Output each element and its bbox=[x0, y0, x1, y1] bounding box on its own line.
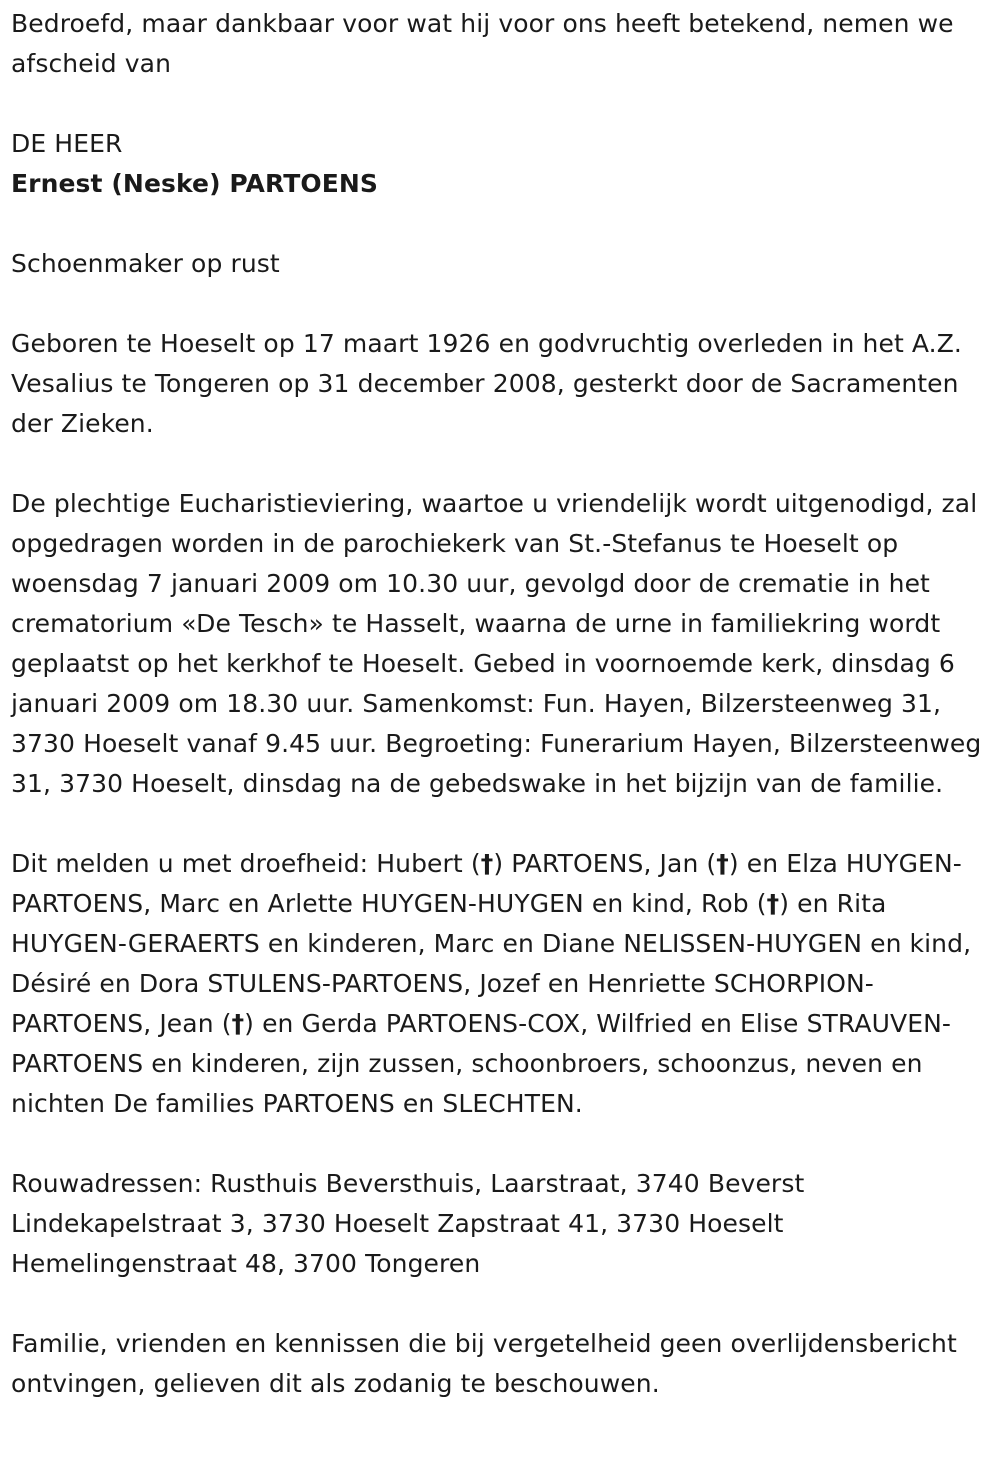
occupation: Schoenmaker op rust bbox=[11, 249, 280, 278]
obituary-notice bbox=[11, 4, 991, 1404]
family-text: Dit melden u met droefheid: Hubert ( bbox=[11, 849, 481, 878]
spacer bbox=[11, 284, 991, 324]
deceased-name: Ernest (Neske) PARTOENS bbox=[11, 169, 379, 198]
ceremony-text: De plechtige Eucharistieviering, waartoe u vriendelijk wordt uitgenodigd, zal opgedragen worden in de parochiekerk van St.-Stefanus te Hoeselt op woensdag 7 januari 2009 om 10.30 uur, gevolgd door de crematie in het crematorium «De Tesch» te Hasselt, waarna de urne in familiekring wordt geplaatst op het kerkhof te Hoeselt. Gebed in voornoemde kerk, dinsdag 6 januari 2009 om 18.30 uur. Samenkomst: Fun. Hayen, Bilzersteenweg 31, 3730 Hoeselt vanaf 9.45 uur. Begroeting: Funerarium Hayen, Bilzersteenweg 31, 3730 Hoeselt, dinsdag na de gebedswake in het bijzijn van de familie. bbox=[11, 489, 982, 798]
mourning-addresses bbox=[11, 1164, 991, 1284]
birth-death-text: Geboren te Hoeselt op 17 maart 1926 en godvruchtig overleden in het A.Z. Vesalius te Tongeren op 31 december 2008, gesterkt door de Sacramenten der Zieken. bbox=[11, 329, 962, 438]
closing-text: Familie, vrienden en kennissen die bij vergetelheid geen overlijdensbericht ontvingen, gelieven dit als zodanig te beschouwen. bbox=[11, 1329, 957, 1398]
cross-icon: † bbox=[766, 889, 780, 918]
cross-icon: † bbox=[716, 849, 729, 878]
spacer bbox=[11, 804, 991, 844]
family-text: ) en Gerda PARTOENS-COX, Wilfried en Elise STRAUVEN-PARTOENS en kinderen, zijn zussen, schoonbroers, schoonzus, neven en nichten De families PARTOENS en SLECHTEN. bbox=[11, 1009, 952, 1118]
address-line: Lindekapelstraat 3, 3730 Hoeselt Zapstraat 41, 3730 Hoeselt bbox=[11, 1209, 784, 1238]
spacer bbox=[11, 84, 991, 124]
cross-icon: † bbox=[231, 1009, 245, 1038]
address-line: Hemelingenstraat 48, 3700 Tongeren bbox=[11, 1249, 481, 1278]
address-line: Rouwadressen: Rusthuis Beversthuis, Laarstraat, 3740 Beverst bbox=[11, 1169, 805, 1198]
family-announcement bbox=[11, 844, 991, 1124]
spacer bbox=[11, 204, 991, 244]
spacer bbox=[11, 1124, 991, 1164]
family-text: ) en Elza HUYGEN-PARTOENS, Marc en Arlette HUYGEN-HUYGEN en kind, Rob ( bbox=[11, 849, 962, 918]
spacer bbox=[11, 444, 991, 484]
spacer bbox=[11, 1284, 991, 1324]
title-prefix: DE HEER bbox=[11, 129, 123, 158]
cross-icon: † bbox=[480, 849, 494, 878]
family-text: ) en Rita HUYGEN-GERAERTS en kinderen, Marc en Diane NELISSEN-HUYGEN en kind, Désiré en Dora STULENS-PARTOENS, Jozef en Henriette SCHORPION-PARTOENS, Jean ( bbox=[11, 889, 972, 1038]
intro-text: Bedroefd, maar dankbaar voor wat hij voor ons heeft betekend, nemen we afscheid van bbox=[11, 9, 954, 78]
family-text: ) PARTOENS, Jan ( bbox=[493, 849, 717, 878]
